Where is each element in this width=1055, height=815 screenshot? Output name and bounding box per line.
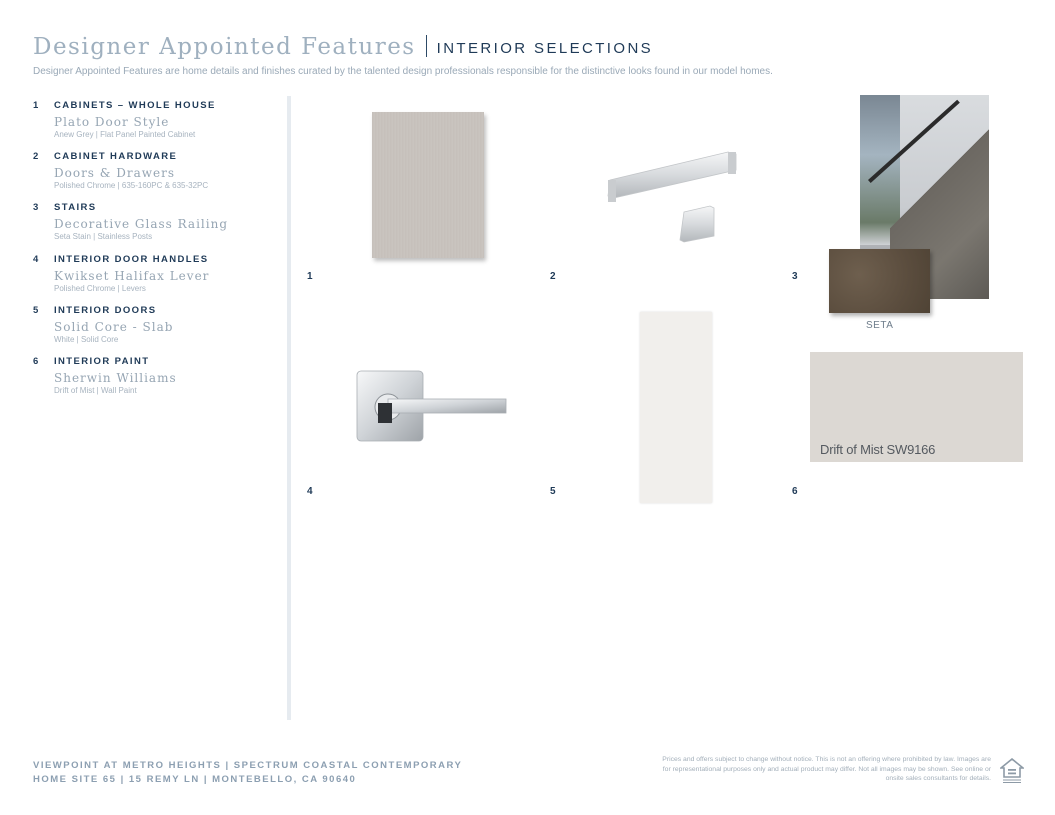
legal-disclaimer: Prices and offers subject to change without notice. This is not an offering where prohibited by law. Images are for representational purposes only and actual product may differ. Not all images may be shown. See online or onsite sales consultants for details. [662,756,991,782]
community-name: VIEWPOINT AT METRO HEIGHTS | SPECTRUM COASTAL CONTEMPORARY [33,760,463,771]
gallery-number: 3 [792,271,798,282]
interior-door-image [640,312,712,503]
vertical-divider [287,96,291,720]
seta-label: SETA [866,320,894,331]
gallery-number: 2 [550,271,556,282]
tagline: Designer Appointed Features are home details and finishes curated by the talented design professionals responsible for the distinctive looks found in our model homes. [33,66,773,77]
cabinet-swatch-image [372,112,484,258]
feature-detail: Polished Chrome | Levers [54,283,146,293]
cabinet-hardware-image [600,140,745,250]
feature-detail: Anew Grey | Flat Panel Painted Cabinet [54,130,196,139]
paint-swatch [810,352,1023,462]
feature-list [33,100,278,407]
feature-category: STAIRS [54,202,97,214]
equal-housing-opportunity-icon [1000,758,1024,784]
page-title [33,34,653,60]
feature-number: 2 [33,151,40,163]
gallery-number: 5 [550,486,556,497]
seta-stain-swatch [829,249,930,313]
feature-name: Plato Door Style [54,115,170,129]
door-lever-image [352,365,512,447]
feature-detail: Polished Chrome | 635-160PC & 635-32PC [54,181,209,191]
feature-name: Solid Core - Slab [54,319,174,334]
community-info [33,759,462,787]
feature-item [33,100,278,151]
feature-item [33,305,278,356]
feature-name: Kwikset Halifax Lever [54,268,210,283]
feature-name: Decorative Glass Railing [54,217,229,232]
feature-item [33,151,278,202]
feature-detail: Seta Stain | Stainless Posts [54,232,153,242]
title-subtitle: INTERIOR SELECTIONS [436,40,654,57]
title-divider [426,35,427,57]
feature-category: INTERIOR DOORS [54,304,157,316]
feature-category: INTERIOR PAINT [54,355,150,367]
feature-detail: White | Solid Core [54,334,119,344]
gallery-number: 4 [307,486,313,497]
feature-number: 4 [33,253,40,265]
feature-number: 3 [33,202,40,214]
gallery-number: 1 [307,271,313,282]
paint-swatch-label: Drift of Mist SW9166 [820,442,936,457]
feature-category: CABINET HARDWARE [54,151,178,163]
feature-number: 1 [33,100,40,111]
home-site-address: HOME SITE 65 | 15 REMY LN | MONTEBELLO, CA 90640 [33,774,357,785]
feature-number: 5 [33,304,40,316]
feature-category: INTERIOR DOOR HANDLES [54,253,209,265]
feature-category: CABINETS – WHOLE HOUSE [54,100,216,111]
feature-item [33,202,278,253]
feature-item [33,254,278,305]
gallery-number: 6 [792,486,798,497]
feature-detail: Drift of Mist | Wall Paint [54,385,137,395]
title-main: Designer Appointed Features [33,34,416,60]
feature-name: Sherwin Williams [54,370,177,385]
feature-number: 6 [33,355,40,367]
feature-item [33,356,278,407]
feature-name: Doors & Drawers [54,166,176,181]
